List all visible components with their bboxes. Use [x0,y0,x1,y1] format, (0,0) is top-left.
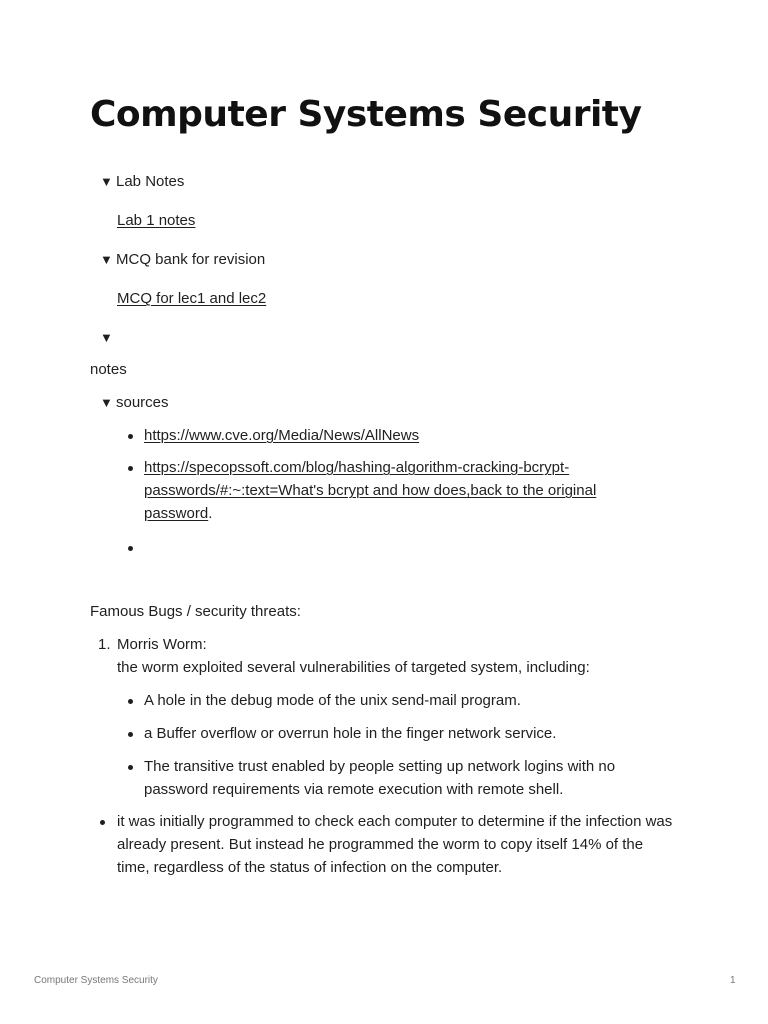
list-item-source-2-line-3 [144,502,212,525]
page-title: Computer Systems Security [90,94,642,135]
toggle-empty[interactable] [100,326,114,349]
morris-worm-description: the worm exploited several vulnerabilities of targeted system, including: [117,659,590,676]
cve-news-link[interactable]: https://www.cve.org/Media/News/AllNews [144,427,420,444]
toggle-arrow-icon[interactable]: ▼ [100,395,113,410]
bullet-dot-icon [128,434,133,439]
list-item-vulnerability: a Buffer overflow or overrun hole in the finger network service. [144,725,557,742]
morris-worm-title: Morris Worm: [117,636,207,653]
list-item-source-2-line-2 [144,479,596,502]
lab-1-notes-row [117,209,195,232]
list-item-vulnerability: The transitive trust enabled by people setting up network logins with no password requirements via remote execution with remote shell. [144,758,616,798]
source-2-period: . [208,505,213,522]
list-item-source-2-line-1 [144,456,569,479]
famous-bugs-heading: Famous Bugs / security threats: [90,603,301,620]
bullet-dot-icon [128,466,133,471]
page-number: 1 [730,975,736,986]
toggle-lab-notes[interactable] [100,170,184,193]
bullet-dot-icon [128,732,133,737]
bullet-dot-icon [100,820,105,825]
toggle-arrow-icon[interactable]: ▼ [100,252,113,267]
toggle-mcq-label: MCQ bank for revision [116,251,266,268]
list-item-worm-behavior: it was initially programmed to check each computer to determine if the infection was already present. But instead he programmed the worm to copy itself 14% of the time, regardless of the status of infection on the computer. [117,813,673,876]
bullet-dot-icon [128,765,133,770]
list-item-vulnerability: A hole in the debug mode of the unix send-mail program. [144,692,521,709]
toggle-arrow-icon[interactable]: ▼ [100,174,113,189]
mcq-lec1-lec2-link[interactable]: MCQ for lec1 and lec2 [117,290,267,307]
footer-title: Computer Systems Security [34,975,158,986]
specops-link-line-3[interactable]: password [144,505,209,522]
notes-label: notes [90,361,127,378]
specops-link-line-1[interactable]: https://specopssoft.com/blog/hashing-algorithm-cracking-bcrypt- [144,459,570,476]
bullet-dot-icon [128,546,133,551]
toggle-sources[interactable] [100,391,169,414]
toggle-arrow-icon[interactable]: ▼ [100,330,113,345]
toggle-mcq[interactable] [100,248,265,271]
toggle-lab-notes-label: Lab Notes [116,173,185,190]
lab-1-notes-link[interactable]: Lab 1 notes [117,212,196,229]
toggle-sources-label: sources [116,394,169,411]
bullet-dot-icon [128,699,133,704]
specops-link-line-2[interactable]: passwords/#:~:text=What's bcrypt and how does,back to the original [144,482,597,499]
list-item-source-1 [144,424,419,447]
mcq-link-row [117,287,266,310]
list-number: 1. [98,636,111,653]
